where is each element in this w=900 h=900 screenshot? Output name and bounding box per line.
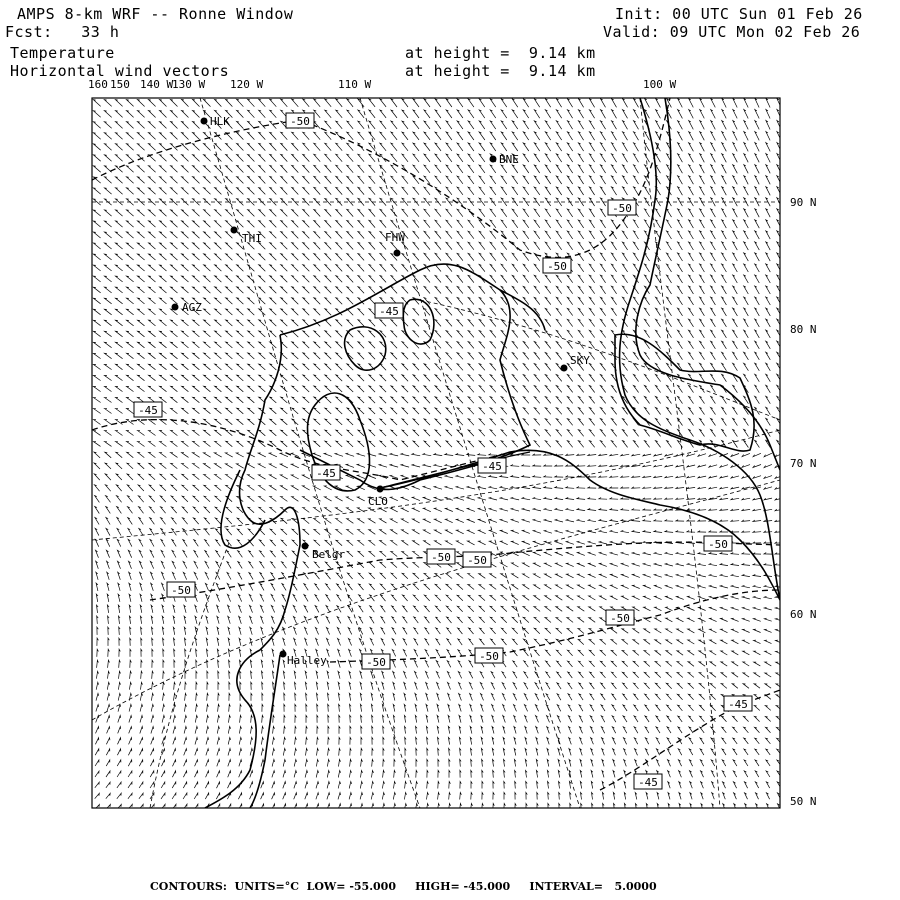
lon-label-110w: 110 W [338, 78, 372, 91]
station-sky [561, 354, 591, 372]
station-fhw [385, 231, 405, 257]
contour-label [286, 113, 314, 128]
grid-line-lon-c [640, 98, 720, 808]
valid-time: Valid: 09 UTC Mon 02 Feb 26 [603, 23, 861, 41]
contour-label [475, 648, 503, 663]
svg-text:Belgr: Belgr [312, 548, 346, 561]
station-bne [490, 153, 519, 166]
svg-text:BNE: BNE [499, 153, 519, 166]
svg-text:HLK: HLK [210, 115, 230, 128]
contour-line-minus50-south [330, 590, 780, 662]
ronne-ice-front [280, 264, 530, 490]
contour-label [167, 582, 195, 597]
contour-label [362, 654, 390, 669]
svg-text:-50: -50 [290, 115, 310, 128]
lat-label-50n: 50 N [790, 795, 817, 808]
coastlines [205, 98, 780, 808]
station-halley [280, 651, 328, 668]
island-north-1 [345, 327, 386, 370]
svg-text:-50: -50 [708, 538, 728, 551]
svg-text:-50: -50 [467, 554, 487, 567]
alexander-island-coast [615, 334, 754, 451]
map-title: AMPS 8-km WRF -- Ronne Window [17, 5, 294, 23]
contour-label [704, 536, 732, 551]
contour-label [427, 549, 455, 564]
lat-label-90n: 90 N [790, 196, 817, 209]
contour-label [724, 696, 752, 711]
svg-text:-50: -50 [612, 202, 632, 215]
svg-text:-45: -45 [379, 305, 399, 318]
field-wind: Horizontal wind vectors [10, 62, 230, 80]
lon-label-160: 160 [88, 78, 108, 91]
station-hlk [201, 115, 231, 128]
lon-label-120w: 120 W [230, 78, 264, 91]
field-temperature: Temperature [10, 44, 115, 62]
svg-text:FHW: FHW [385, 231, 405, 244]
svg-text:CLO: CLO [368, 495, 388, 508]
peninsula-inner-coast [636, 98, 780, 470]
svg-text:-45: -45 [728, 698, 748, 711]
contour-label [312, 465, 340, 480]
svg-text:-50: -50 [171, 584, 191, 597]
contour-label [634, 774, 662, 789]
transect-line [380, 452, 530, 488]
svg-text:-50: -50 [610, 612, 630, 625]
svg-text:-45: -45 [316, 467, 336, 480]
svg-text:-45: -45 [638, 776, 658, 789]
wind-vectors [93, 99, 783, 811]
grid-line-lon-e [92, 480, 780, 720]
svg-text:-50: -50 [431, 551, 451, 564]
contour-label [134, 402, 162, 417]
lat-label-80n: 80 N [790, 323, 817, 336]
svg-text:-50: -50 [547, 260, 567, 273]
height-wind: at height = 9.14 km [405, 62, 596, 80]
contour-info-footer: CONTOURS: UNITS=°C LOW= -55.000 HIGH= -45.000 INTERVAL= 5.0000 [150, 880, 657, 893]
lon-label-130w: 130 W [172, 78, 206, 91]
lon-label-150: 150 [110, 78, 130, 91]
grid-line-lon-d [92, 430, 780, 540]
contour-label [463, 552, 491, 567]
antarctic-peninsula-coast [620, 98, 780, 600]
grid-line-lon-a [200, 98, 420, 808]
contour-label [478, 458, 506, 473]
svg-text:THI: THI [242, 232, 262, 245]
contour-label [608, 200, 636, 215]
contour-label [606, 610, 634, 625]
height-temperature: at height = 9.14 km [405, 44, 596, 62]
contour-label [543, 258, 571, 273]
svg-text:-45: -45 [482, 460, 502, 473]
station-thi [231, 227, 262, 246]
lat-lon-grid [92, 98, 780, 808]
map-frame [92, 98, 780, 808]
init-time: Init: 00 UTC Sun 01 Feb 26 [615, 5, 863, 23]
svg-text:Halley: Halley [287, 654, 327, 667]
station-belgr [302, 543, 346, 562]
wind-vector-field [93, 99, 783, 811]
lon-label-100w: 100 W [643, 78, 677, 91]
forecast-hour: Fcst: 33 h [5, 23, 120, 41]
ice-front-east [500, 290, 545, 330]
lat-label-60n: 60 N [790, 608, 817, 621]
grid-line-lon-g [420, 300, 780, 420]
lat-label-70n: 70 N [790, 457, 817, 470]
contour-label [375, 303, 403, 318]
svg-text:AGZ: AGZ [182, 301, 202, 314]
contour-line-minus50-mid [150, 542, 780, 600]
svg-text:-50: -50 [366, 656, 386, 669]
lon-label-140w: 140 W [140, 78, 174, 91]
svg-text:SKY: SKY [570, 354, 590, 367]
svg-text:-50: -50 [479, 650, 499, 663]
svg-text:-45: -45 [138, 404, 158, 417]
inner-coast-west [240, 335, 300, 650]
coats-land-coast [250, 655, 280, 808]
halley-coast [205, 650, 260, 808]
